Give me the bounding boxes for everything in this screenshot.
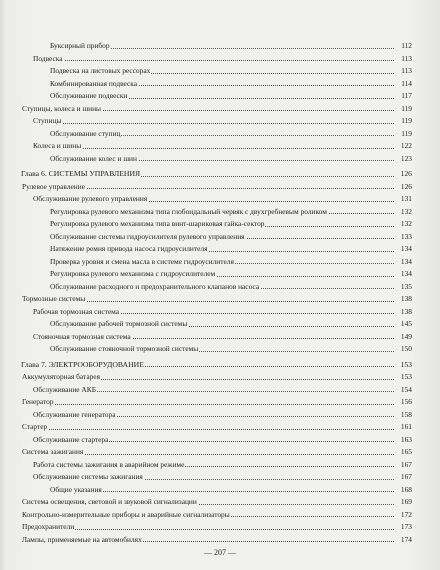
- toc-entry: [22, 103, 412, 114]
- entry-page-number: 145: [394, 318, 412, 329]
- toc-entry: [22, 446, 412, 457]
- entry-page-number: 153: [394, 359, 412, 370]
- entry-title: Обслуживание рабочей тормозной системы: [50, 319, 188, 328]
- entry-page-number: 113: [394, 65, 412, 76]
- toc-entry: [33, 331, 412, 342]
- entry-title: Работа системы зажигания в аварийном режиме: [33, 459, 185, 469]
- toc-entry: [22, 371, 412, 382]
- entry-page-number: 133: [394, 231, 412, 242]
- entry-page-number: 123: [394, 153, 412, 164]
- entry-page-number: 149: [394, 331, 412, 342]
- toc-entry: [22, 496, 412, 507]
- toc-entry: [50, 318, 412, 329]
- toc-entry: [50, 218, 412, 229]
- entry-page-number: 165: [394, 446, 412, 457]
- entry-title: Аккумуляторная батарея: [22, 372, 100, 381]
- entry-page-number: 132: [394, 206, 412, 217]
- entry-title: Проверка уровня и смена масла в системе гидроусилителя: [50, 256, 234, 266]
- entry-title: Буксирный прибор: [50, 41, 110, 50]
- entry-title: Обслуживание системы зажигания: [33, 472, 143, 481]
- page-number: — 207 —: [204, 548, 236, 557]
- entry-page-number: 119: [394, 115, 412, 126]
- entry-title: Система зажигания: [22, 447, 84, 456]
- entry-title: Регулировка рулевого механизма типа глобоидальный червяк с двухгребневым роликом: [50, 206, 327, 216]
- entry-page-number: 126: [394, 168, 412, 179]
- toc-entry: [33, 140, 412, 151]
- entry-title: Ступицы, колеса и шины: [22, 103, 102, 113]
- toc-entry: [22, 181, 412, 192]
- entry-title: Обслуживание стартера: [33, 434, 109, 444]
- toc-entry: [50, 343, 412, 354]
- toc-entry: [50, 256, 412, 267]
- entry-title: Генератор: [22, 397, 54, 406]
- entry-title: Комбинированная подвеска: [50, 78, 138, 88]
- entry-title: Предохранители: [22, 522, 75, 531]
- entry-title: Обслуживание стояночной тормозной системы: [50, 344, 199, 353]
- entry-title: Обслуживание подвески: [50, 91, 128, 100]
- toc-entry: [50, 128, 412, 139]
- entry-page-number: 172: [394, 509, 412, 520]
- entry-page-number: 158: [394, 409, 412, 420]
- entry-title: Обслуживание колес и шин: [50, 153, 137, 163]
- entry-page-number: 174: [394, 534, 412, 545]
- entry-title: Рабочая тормозная система: [33, 306, 120, 316]
- toc-entry: [50, 484, 412, 495]
- entry-title: Ступицы: [33, 116, 62, 125]
- chapter-heading: [21, 359, 412, 370]
- entry-page-number: 167: [394, 459, 412, 470]
- entry-page-number: 132: [394, 218, 412, 229]
- entry-title: Обслуживание системы гидроусилителя рулевого управления: [50, 231, 245, 241]
- toc-entry: [33, 434, 412, 445]
- entry-page-number: 114: [394, 78, 412, 89]
- entry-page-number: 113: [394, 53, 412, 64]
- toc-entry: [22, 534, 412, 545]
- toc-entry: [33, 471, 412, 482]
- entry-title: Тормозные системы: [22, 294, 86, 303]
- entry-page-number: 112: [394, 40, 412, 51]
- toc-entry: [33, 193, 412, 204]
- entry-page-number: 122: [394, 140, 412, 151]
- toc-entry: [22, 396, 412, 407]
- entry-page-number: 156: [394, 396, 412, 407]
- toc-entry: [50, 206, 412, 217]
- entry-title: Регулировка рулевого механизма типа винт-шариковая гайка-сектор: [50, 219, 265, 228]
- chapter-heading: [21, 168, 412, 179]
- entry-title: Обслуживание рулевого управления: [33, 194, 148, 203]
- entry-title: Обслуживание ступиц: [50, 128, 121, 138]
- entry-page-number: 167: [394, 471, 412, 482]
- entry-page-number: 163: [394, 434, 412, 445]
- entry-title: Стартер: [22, 422, 48, 431]
- entry-page-number: 161: [394, 421, 412, 432]
- entry-title: Система освещения, световой и звуковой сигнализации: [22, 497, 197, 506]
- entry-title: Контрольно-измерительные приборы и аварийные сигнализаторы: [22, 509, 230, 519]
- toc-entry: [50, 243, 412, 254]
- entry-title: Лампы, применяемые на автомобилях: [22, 534, 142, 544]
- toc-entry: [50, 78, 412, 89]
- toc-entry: [50, 268, 412, 279]
- entry-title: Стояночная тормозная система: [33, 331, 131, 341]
- entry-page-number: 119: [394, 103, 412, 114]
- dot-leader: [22, 404, 412, 405]
- entry-page-number: 153: [394, 371, 412, 382]
- dot-leader: [33, 148, 412, 149]
- entry-title: Подвеска: [33, 53, 63, 63]
- entry-page-number: 119: [394, 128, 412, 139]
- toc-entry: [50, 65, 412, 76]
- entry-page-number: 134: [394, 243, 412, 254]
- entry-title: Колеса и шины: [33, 141, 82, 150]
- entry-page-number: 138: [394, 293, 412, 304]
- dot-leader: [33, 123, 412, 124]
- dot-leader: [22, 429, 412, 430]
- toc-entry: [50, 153, 412, 164]
- entry-page-number: 173: [394, 521, 412, 532]
- entry-page-number: 154: [394, 384, 412, 395]
- toc-entry: [22, 521, 412, 532]
- toc-entry: [50, 281, 412, 292]
- entry-page-number: 168: [394, 484, 412, 495]
- dot-leader: [50, 491, 412, 492]
- entry-title: Натяжение ремня привода насоса гидроусилителя: [50, 244, 208, 253]
- entry-title: Обслуживание расходного и предохранительного клапанов насоса: [50, 281, 260, 291]
- toc-entry: [50, 90, 412, 101]
- toc-entry: [33, 459, 412, 470]
- entry-page-number: 117: [394, 90, 412, 101]
- entry-title: Глава 7. ЭЛЕКТРООБОРУДОВАНИЕ: [21, 359, 144, 369]
- toc-entry: [50, 231, 412, 242]
- entry-title: Рулевое управление: [22, 181, 85, 191]
- entry-page-number: 134: [394, 268, 412, 279]
- entry-page-number: 131: [394, 193, 412, 204]
- entry-title: Регулировка рулевого механизма с гидроусилителем: [50, 269, 216, 278]
- toc-entry: [33, 306, 412, 317]
- entry-page-number: 138: [394, 306, 412, 317]
- entry-page-number: 169: [394, 496, 412, 507]
- toc-entry: [33, 53, 412, 64]
- entry-page-number: 134: [394, 256, 412, 267]
- entry-title: Обслуживание генератора: [33, 409, 116, 419]
- entry-title: Обслуживание АКБ: [33, 384, 96, 394]
- toc-entry: [22, 421, 412, 432]
- toc-entry: [50, 40, 412, 51]
- entry-title: Подвеска на листовых рессорах: [50, 66, 151, 75]
- toc-entry: [33, 384, 412, 395]
- entry-page-number: 126: [394, 181, 412, 192]
- entry-page-number: 135: [394, 281, 412, 292]
- entry-title: Глава 6. СИСТЕМЫ УПРАВЛЕНИЯ: [21, 169, 141, 178]
- toc-entry: [22, 509, 412, 520]
- dot-leader: [22, 529, 412, 530]
- toc-entry: [22, 293, 412, 304]
- entry-page-number: 150: [394, 343, 412, 354]
- entry-title: Общие указания: [50, 484, 102, 494]
- dot-leader: [33, 60, 412, 61]
- toc-entry: [33, 115, 412, 126]
- toc-entry: [33, 409, 412, 420]
